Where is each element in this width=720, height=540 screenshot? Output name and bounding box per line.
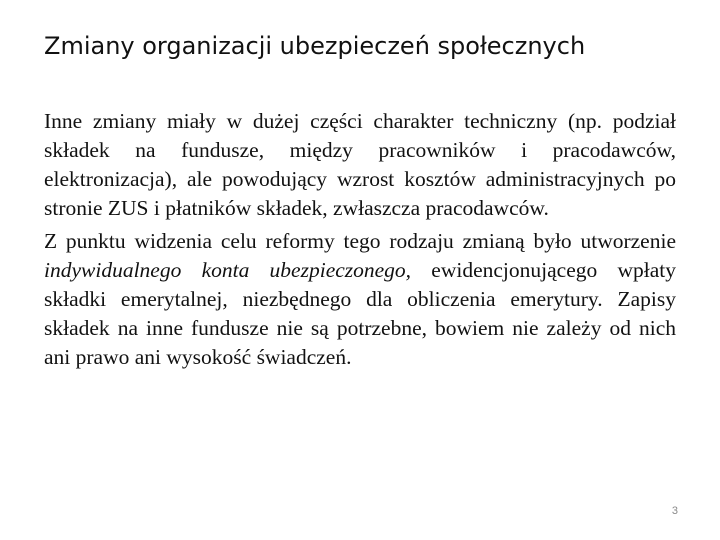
paragraph-2-lead: Z punktu widzenia celu reformy tego rodzaju zmianą było utworzenie	[44, 229, 676, 253]
slide-body	[44, 107, 676, 376]
paragraph-2-emphasis: indywidualnego konta ubezpieczonego,	[44, 258, 412, 282]
paragraph-2-rest: ewidencjonującego wpłaty składki emerytalnej, niezbędnego dla obliczenia emerytury. Zapisy składek na inne fundusze nie są potrzebne, bowiem nie zależy od nich ani prawo ani wysokość świadczeń.	[44, 258, 676, 369]
slide-title: Zmiany organizacji ubezpieczeń społecznych	[44, 32, 586, 60]
page-number: 3	[671, 505, 678, 517]
paragraph-1: Inne zmiany miały w dużej części charakter techniczny (np. podział składek na fundusze, między pracowników i pracodawców, elektronizacja), ale powodujący wzrost kosztów administracyjnych po stronie ZUS i płatników składek, zwłaszcza pracodawców.	[44, 109, 676, 220]
paragraph-2	[44, 227, 676, 372]
